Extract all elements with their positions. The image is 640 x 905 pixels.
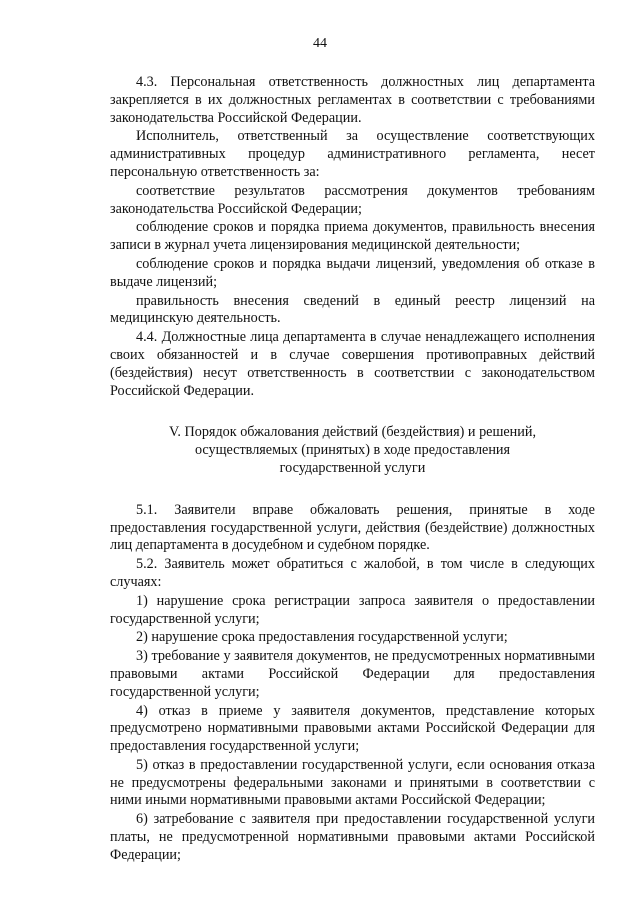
- list-item: 4) отказ в приеме у заявителя документов, представление которых предусмотрено нормативными правовыми актами Российской Федерации для предоставления государственной услуги;: [110, 702, 595, 755]
- list-item: 2) нарушение срока предоставления государственной услуги;: [136, 629, 508, 646]
- section-heading-line: осуществляемых (принятых) в ходе предоставления: [194, 442, 511, 459]
- section-heading: [110, 424, 595, 477]
- paragraph: 4.3. Персональная ответственность должностных лиц департамента закрепляется в их должностных регламентах в соответствии с требованиями законодательства Российской Федерации.: [110, 74, 595, 126]
- paragraph: 4.4. Должностные лица департамента в случае ненадлежащего исполнения своих обязанностей и в случае совершения противоправных действий (бездействия) несут ответственность в соответствии с законодательством Российской Федерации.: [110, 329, 595, 399]
- page-content: [110, 74, 595, 866]
- paragraph: соответствие результатов рассмотрения документов требованиям законодательства Российской Федерации;: [110, 182, 595, 217]
- paragraph: 5.2. Заявитель может обратиться с жалобой, в том числе в следующих случаях:: [110, 556, 595, 590]
- list-item: 5) отказ в предоставлении государственной услуги, если основания отказа не предусмотрены федеральными законами и принятыми в соответствии с ними иными нормативными правовыми актами Российской Федерации;: [110, 756, 595, 809]
- paragraph: соблюдение сроков и порядка выдачи лицензий, уведомления об отказе в выдаче лицензий;: [110, 255, 595, 290]
- section-heading-line: государственной услуги: [279, 459, 426, 476]
- list-item: 3) требование у заявителя документов, не предусмотренных нормативными правовыми актами Российской Федерации для предоставления государственной услуги;: [110, 648, 595, 700]
- paragraph: 5.1. Заявители вправе обжаловать решения, принятые в ходе предоставления государственной услуги, действия (бездействие) должностных лиц департамента в досудебном и судебном порядке.: [110, 501, 595, 554]
- paragraph: соблюдение сроков и порядка приема документов, правильность внесения записи в журнал учета лицензирования медицинской деятельности;: [110, 219, 595, 254]
- paragraph: Исполнитель, ответственный за осуществление соответствующих административных процедур административного регламента, несет персональную ответственность за:: [110, 128, 595, 180]
- section-heading-line: V. Порядок обжалования действий (бездействия) и решений,: [168, 424, 537, 441]
- page-number: 44: [313, 36, 327, 51]
- list-item: 1) нарушение срока регистрации запроса заявителя о предоставлении государственной услуги;: [110, 592, 595, 627]
- list-item: 6) затребование с заявителя при предоставлении государственной услуги платы, не предусмотренной нормативными правовыми актами Российской Федерации;: [110, 811, 595, 863]
- paragraph: правильность внесения сведений в единый реестр лицензий на медицинскую деятельность.: [110, 292, 595, 327]
